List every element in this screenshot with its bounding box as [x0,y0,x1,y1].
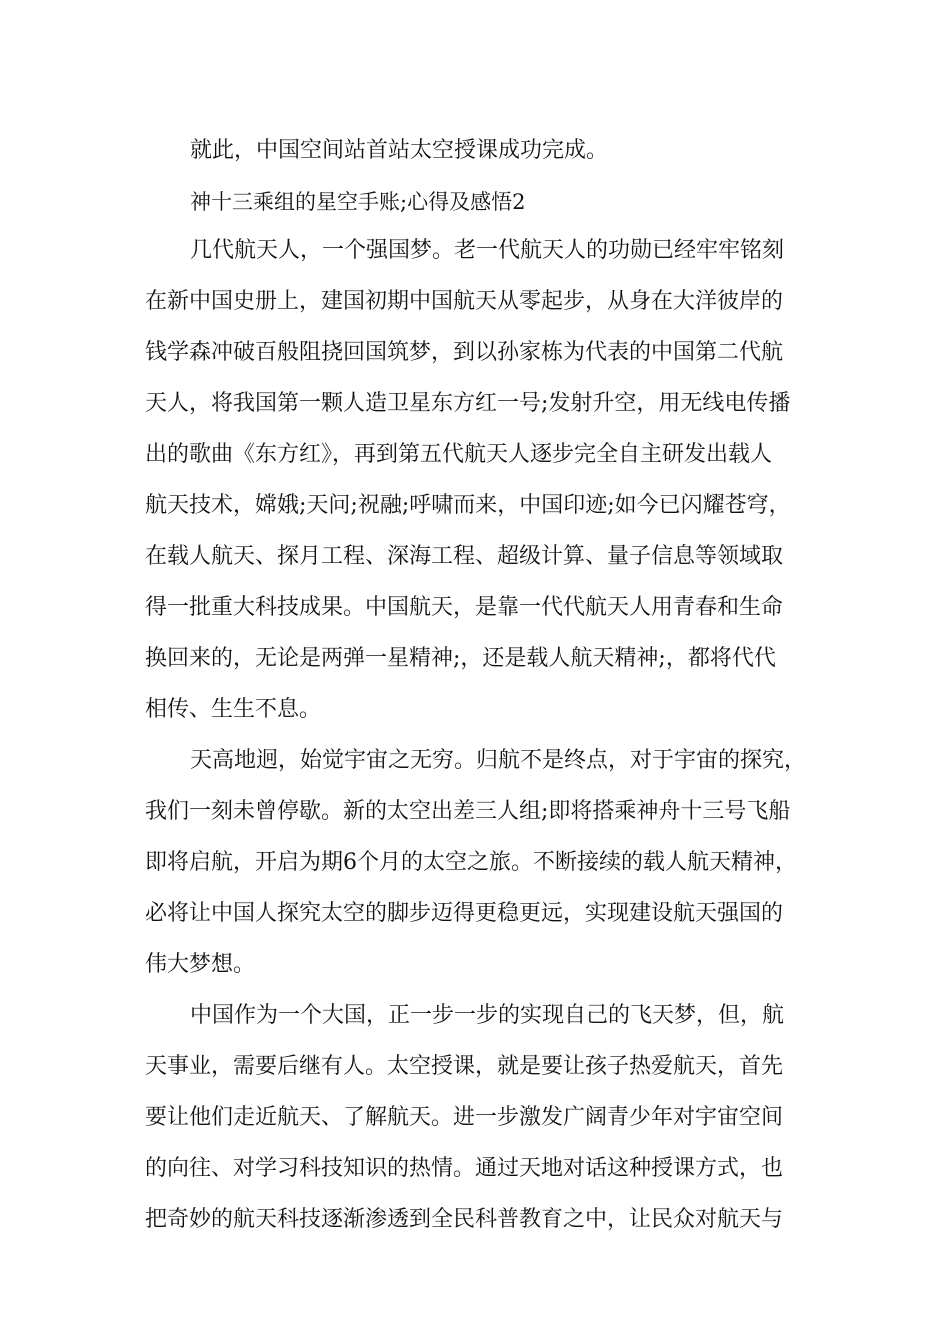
intro-text: 就此，中国空间站首站太空授课成功完成。 [190,138,609,163]
paragraph-2-line-4-text: 必将让中国人探究太空的脚步迈得更稳更远，实现建设航天强国的 [145,901,784,926]
paragraph-1-line-7-text: 在载人航天、探月工程、深海工程、超级计算、量子信息等领域取 [145,544,784,569]
paragraph-2-line-3-text: 即将启航，开启为期6个月的太空之旅。不断接续的载人航天精神， [145,850,797,875]
paragraph-1-line-3-text: 钱学森冲破百般阻挠回国筑梦，到以孙家栋为代表的中国第二代航 [145,340,784,365]
paragraph-3-line-5-text: 把奇妙的航天科技逐渐渗透到全民科普教育之中，让民众对航天与 [145,1207,784,1232]
section-title: 神十三乘组的星空手账;心得及感悟2 [190,190,526,214]
paragraph-1-line-4-text: 天人，将我国第一颗人造卫星东方红一号;发射升空，用无线电传播 [145,391,791,416]
paragraph-2-line-1-text: 天高地迥，始觉宇宙之无穷。归航不是终点，对于宇宙的探究， [190,748,807,773]
paragraph-1-line-9-text: 换回来的，无论是两弹一星精神;，还是载人航天精神;，都将代代 [145,646,776,671]
paragraph-1-line-6-text: 航天技术，嫦娥;天问;祝融;呼啸而来，中国印迹;如今已闪耀苍穹， [145,493,791,518]
paragraph-2-line-5-text: 伟大梦想。 [145,952,256,977]
paragraph-1-line-2-text: 在新中国史册上，建国初期中国航天从零起步，从身在大洋彼岸的 [145,289,784,314]
paragraph-2-line-2-text: 我们一刻未曾停歇。新的太空出差三人组;即将搭乘神舟十三号飞船 [145,799,791,824]
paragraph-1-line-8-text: 得一批重大科技成果。中国航天，是靠一代代航天人用青春和生命 [145,595,784,620]
paragraph-3-line-3-text: 要让他们走近航天、了解航天。进一步激发广阔青少年对宇宙空间 [145,1105,784,1130]
paragraph-3-line-4-text: 的向往、对学习科技知识的热情。通过天地对话这种授课方式，也 [145,1156,784,1181]
paragraph-1-line-1-text: 几代航天人，一个强国梦。老一代航天人的功勋已经牢牢铭刻 [190,238,785,263]
paragraph-3-line-2-text: 天事业，需要后继有人。太空授课，就是要让孩子热爱航天，首先 [145,1054,784,1079]
paragraph-3-line-1-text: 中国作为一个大国，正一步一步的实现自己的飞天梦，但，航 [190,1003,785,1028]
paragraph-1-line-5-text: 出的歌曲《东方红》，再到第五代航天人逐步完全自主研发出载人 [145,442,773,467]
paragraph-1-line-10-text: 相传、生生不息。 [145,697,322,722]
